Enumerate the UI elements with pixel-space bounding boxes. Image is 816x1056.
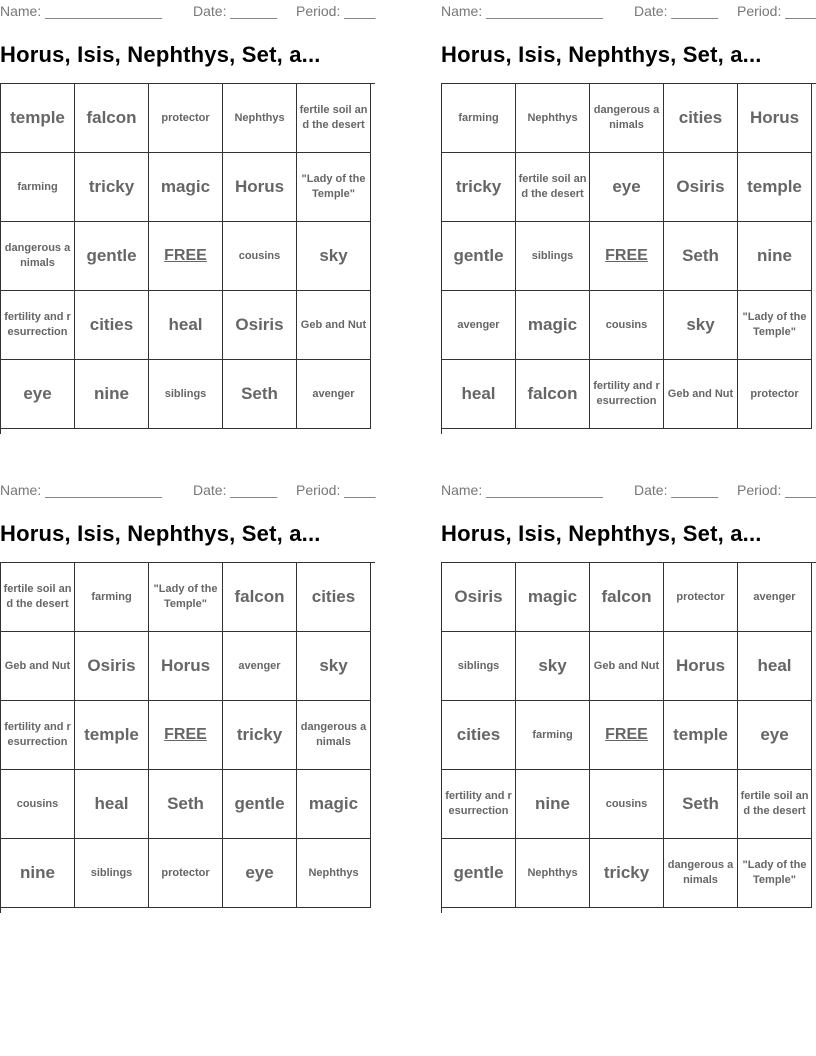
bingo-cell-text: Osiris	[87, 656, 136, 675]
bingo-cell	[297, 701, 371, 770]
bingo-cell-text: dangerous animals	[4, 242, 71, 269]
bingo-cell-text: Horus	[234, 177, 285, 196]
bingo-cell-text: farming	[17, 180, 58, 193]
bingo-cell	[516, 632, 590, 701]
bingo-cell	[442, 701, 516, 770]
bingo-cell	[590, 770, 664, 839]
date-field-label: Date: ______	[634, 482, 719, 498]
bingo-cell	[516, 222, 590, 291]
bingo-cell-text: Nephthys	[527, 111, 578, 124]
bingo-cell	[75, 222, 149, 291]
bingo-cell-text: siblings	[90, 866, 133, 879]
card-header-fields	[0, 479, 376, 501]
bingo-cell	[442, 839, 516, 908]
name-field-label: Name: _______________	[441, 482, 603, 498]
bingo-cell	[442, 770, 516, 839]
bingo-cell-text: fertility and resurrection	[4, 311, 71, 338]
bingo-cell-text: heal	[757, 656, 792, 675]
bingo-cell-text: sky	[686, 315, 715, 334]
bingo-cell-text: Geb and Nut	[4, 659, 71, 672]
bingo-cell-text: "Lady of the Temple"	[742, 859, 807, 886]
bingo-cell-text: FREE	[605, 247, 648, 264]
bingo-cell-text: Nephthys	[308, 866, 359, 879]
bingo-cell	[223, 291, 297, 360]
bingo-cell	[223, 701, 297, 770]
bingo-cell-text: temple	[84, 725, 139, 744]
free-space-cell	[590, 222, 664, 291]
bingo-cell	[516, 84, 590, 153]
bingo-cell	[516, 839, 590, 908]
bingo-cell	[75, 632, 149, 701]
bingo-cell	[149, 84, 223, 153]
bingo-cell-text: eye	[23, 384, 52, 403]
bingo-cell	[664, 291, 738, 360]
bingo-cell	[664, 360, 738, 429]
bingo-cell	[590, 563, 664, 632]
bingo-cell-text: FREE	[164, 247, 207, 264]
card-title: Horus, Isis, Nephthys, Set, a...	[441, 521, 762, 546]
bingo-cell-text: fertile soil and the desert	[299, 104, 368, 131]
bingo-grid	[0, 83, 375, 434]
bingo-cell	[297, 360, 371, 429]
bingo-cell	[738, 222, 812, 291]
free-space-cell	[590, 701, 664, 770]
bingo-cell	[223, 360, 297, 429]
bingo-cell-text: farming	[458, 111, 499, 124]
bingo-cell	[590, 839, 664, 908]
bingo-cell	[590, 632, 664, 701]
bingo-cell-text: cousins	[605, 797, 648, 810]
bingo-cell-text: cousins	[605, 318, 648, 331]
period-field-label: Period: ____	[296, 3, 376, 19]
bingo-cell-text: temple	[10, 108, 65, 127]
card-header-fields	[441, 479, 816, 501]
bingo-cell-text: Osiris	[235, 315, 284, 334]
bingo-cell	[442, 360, 516, 429]
bingo-cell-text: FREE	[605, 726, 648, 743]
bingo-cell	[149, 632, 223, 701]
bingo-cell-text: fertility and resurrection	[445, 790, 512, 817]
bingo-cell-text: Horus	[675, 656, 726, 675]
bingo-cell	[1, 839, 75, 908]
bingo-cell-text: nine	[757, 246, 792, 265]
bingo-cell	[149, 770, 223, 839]
bingo-cell-text: gentle	[234, 794, 285, 813]
bingo-cell-text: Geb and Nut	[593, 659, 660, 672]
bingo-cell	[297, 632, 371, 701]
bingo-cell	[223, 84, 297, 153]
card-header-fields	[0, 0, 376, 22]
bingo-grid	[441, 83, 816, 434]
bingo-cell-text: protector	[750, 387, 799, 400]
bingo-cell	[738, 291, 812, 360]
name-field-label: Name: _______________	[0, 482, 162, 498]
bingo-cell-text: temple	[747, 177, 802, 196]
date-field-label: Date: ______	[193, 482, 278, 498]
bingo-cell-text: falcon	[601, 587, 652, 606]
bingo-cell	[75, 701, 149, 770]
bingo-cell	[738, 563, 812, 632]
bingo-cell	[590, 360, 664, 429]
free-space-cell	[149, 701, 223, 770]
bingo-cell	[738, 839, 812, 908]
bingo-cell-text: "Lady of the Temple"	[153, 583, 218, 610]
bingo-cell-text: heal	[168, 315, 203, 334]
bingo-cell	[149, 563, 223, 632]
bingo-cell	[75, 153, 149, 222]
bingo-cell-text: farming	[532, 728, 573, 741]
bingo-cell	[223, 770, 297, 839]
bingo-cell-text: nine	[94, 384, 129, 403]
card-header-fields	[441, 0, 816, 22]
bingo-cell	[664, 563, 738, 632]
bingo-cell	[1, 770, 75, 839]
bingo-cell	[75, 360, 149, 429]
bingo-cell	[1, 222, 75, 291]
period-field-label: Period: ____	[737, 3, 816, 19]
bingo-cell-text: sky	[319, 656, 348, 675]
bingo-cell-text: Geb and Nut	[300, 318, 367, 331]
bingo-cell	[664, 222, 738, 291]
bingo-cell-text: fertile soil and the desert	[3, 583, 72, 610]
bingo-cell	[149, 360, 223, 429]
bingo-cell	[738, 632, 812, 701]
bingo-cell-text: Seth	[682, 794, 719, 813]
bingo-cell-text: avenger	[312, 387, 355, 400]
bingo-cell-text: Osiris	[676, 177, 725, 196]
bingo-cell-text: cities	[89, 315, 134, 334]
bingo-cell	[223, 153, 297, 222]
bingo-cell	[738, 770, 812, 839]
bingo-cell-text: tricky	[603, 863, 650, 882]
bingo-cell	[442, 153, 516, 222]
bingo-cell-text: fertility and resurrection	[593, 380, 660, 407]
bingo-cell-text: dangerous animals	[300, 721, 367, 748]
bingo-cell	[1, 632, 75, 701]
bingo-cell-text: eye	[760, 725, 789, 744]
bingo-cell	[590, 153, 664, 222]
bingo-cell-text: Nephthys	[234, 111, 285, 124]
bingo-cell	[516, 701, 590, 770]
bingo-cell-text: heal	[94, 794, 129, 813]
bingo-cell	[149, 839, 223, 908]
bingo-cell	[442, 84, 516, 153]
bingo-cell-text: cities	[456, 725, 501, 744]
bingo-cell-text: magic	[527, 587, 578, 606]
bingo-cell-text: dangerous animals	[667, 859, 734, 886]
bingo-cell	[516, 770, 590, 839]
bingo-cell	[590, 84, 664, 153]
bingo-cell-text: eye	[245, 863, 274, 882]
date-field-label: Date: ______	[634, 3, 719, 19]
bingo-cell-text: sky	[538, 656, 567, 675]
bingo-cell	[516, 291, 590, 360]
bingo-cell	[442, 563, 516, 632]
bingo-cell-text: protector	[161, 866, 210, 879]
bingo-cell	[1, 360, 75, 429]
bingo-cell	[664, 153, 738, 222]
bingo-cell-text: nine	[535, 794, 570, 813]
bingo-cell-text: Osiris	[454, 587, 503, 606]
bingo-cell	[297, 153, 371, 222]
bingo-cell	[516, 360, 590, 429]
bingo-cell-text: temple	[673, 725, 728, 744]
bingo-cell-text: Horus	[749, 108, 800, 127]
bingo-cell-text: gentle	[453, 246, 504, 265]
bingo-cell-text: tricky	[88, 177, 135, 196]
bingo-cell	[442, 632, 516, 701]
bingo-cell-text: gentle	[86, 246, 137, 265]
bingo-cell-text: eye	[612, 177, 641, 196]
name-field-label: Name: _______________	[0, 3, 162, 19]
date-field-label: Date: ______	[193, 3, 278, 19]
period-field-label: Period: ____	[737, 482, 816, 498]
bingo-cell-text: siblings	[457, 659, 500, 672]
bingo-cell-text: avenger	[457, 318, 500, 331]
bingo-cell	[442, 222, 516, 291]
bingo-cell-text: magic	[527, 315, 578, 334]
bingo-cell	[297, 222, 371, 291]
bingo-cell-text: siblings	[531, 249, 574, 262]
bingo-cell-text: protector	[161, 111, 210, 124]
bingo-cell	[590, 291, 664, 360]
bingo-cell	[738, 84, 812, 153]
bingo-grid	[441, 562, 816, 913]
bingo-cell	[1, 291, 75, 360]
bingo-cell	[664, 84, 738, 153]
bingo-cell-text: cousins	[238, 249, 281, 262]
bingo-cell-text: avenger	[238, 659, 281, 672]
bingo-cell	[738, 701, 812, 770]
bingo-cell-text: protector	[676, 590, 725, 603]
free-space-cell	[149, 222, 223, 291]
bingo-cell	[297, 839, 371, 908]
bingo-cell-text: "Lady of the Temple"	[301, 173, 366, 200]
bingo-cell-text: falcon	[527, 384, 578, 403]
bingo-cell	[223, 839, 297, 908]
bingo-cell-text: nine	[20, 863, 55, 882]
bingo-cell	[1, 701, 75, 770]
bingo-cell-text: Horus	[160, 656, 211, 675]
period-field-label: Period: ____	[296, 482, 376, 498]
bingo-cell	[738, 360, 812, 429]
bingo-cell	[223, 222, 297, 291]
bingo-cell-text: cities	[678, 108, 723, 127]
bingo-cell	[664, 701, 738, 770]
bingo-cell-text: heal	[461, 384, 496, 403]
bingo-cell	[297, 291, 371, 360]
bingo-cell	[664, 770, 738, 839]
bingo-cell	[75, 563, 149, 632]
bingo-cell-text: falcon	[234, 587, 285, 606]
bingo-cell	[516, 153, 590, 222]
bingo-cell-text: siblings	[164, 387, 207, 400]
bingo-cell-text: falcon	[86, 108, 137, 127]
name-field-label: Name: _______________	[441, 3, 603, 19]
bingo-cell-text: cousins	[16, 797, 59, 810]
bingo-cell-text: Seth	[682, 246, 719, 265]
bingo-cell-text: magic	[160, 177, 211, 196]
bingo-cell	[149, 291, 223, 360]
bingo-cell	[149, 153, 223, 222]
bingo-cell-text: tricky	[236, 725, 283, 744]
bingo-cell	[516, 563, 590, 632]
bingo-cell-text: Nephthys	[527, 866, 578, 879]
bingo-cell-text: Geb and Nut	[667, 387, 734, 400]
bingo-cell-text: magic	[308, 794, 359, 813]
bingo-cell	[297, 84, 371, 153]
bingo-cell	[738, 153, 812, 222]
bingo-cell	[1, 153, 75, 222]
bingo-cell-text: FREE	[164, 726, 207, 743]
bingo-cell-text: sky	[319, 246, 348, 265]
bingo-cell-text: avenger	[753, 590, 796, 603]
card-title: Horus, Isis, Nephthys, Set, a...	[0, 42, 321, 67]
bingo-cell	[442, 291, 516, 360]
bingo-cell	[1, 563, 75, 632]
bingo-cell-text: fertility and resurrection	[4, 721, 71, 748]
bingo-cell-text: fertile soil and the desert	[740, 790, 809, 817]
bingo-cell	[75, 839, 149, 908]
bingo-cell-text: dangerous animals	[593, 104, 660, 131]
bingo-grid	[0, 562, 375, 913]
bingo-cell-text: Seth	[167, 794, 204, 813]
bingo-cell-text: fertile soil and the desert	[518, 173, 587, 200]
bingo-cell	[75, 770, 149, 839]
card-title: Horus, Isis, Nephthys, Set, a...	[441, 42, 762, 67]
bingo-cell-text: Seth	[241, 384, 278, 403]
bingo-cell	[664, 632, 738, 701]
bingo-cell-text: "Lady of the Temple"	[742, 311, 807, 338]
bingo-cell	[297, 563, 371, 632]
bingo-cell	[1, 84, 75, 153]
bingo-cell	[664, 839, 738, 908]
bingo-cell-text: farming	[91, 590, 132, 603]
bingo-cell-text: cities	[311, 587, 356, 606]
bingo-cell	[75, 291, 149, 360]
bingo-cell	[297, 770, 371, 839]
bingo-cell	[223, 632, 297, 701]
card-title: Horus, Isis, Nephthys, Set, a...	[0, 521, 321, 546]
bingo-cell	[223, 563, 297, 632]
bingo-cell-text: tricky	[455, 177, 502, 196]
bingo-cell	[75, 84, 149, 153]
bingo-cell-text: gentle	[453, 863, 504, 882]
